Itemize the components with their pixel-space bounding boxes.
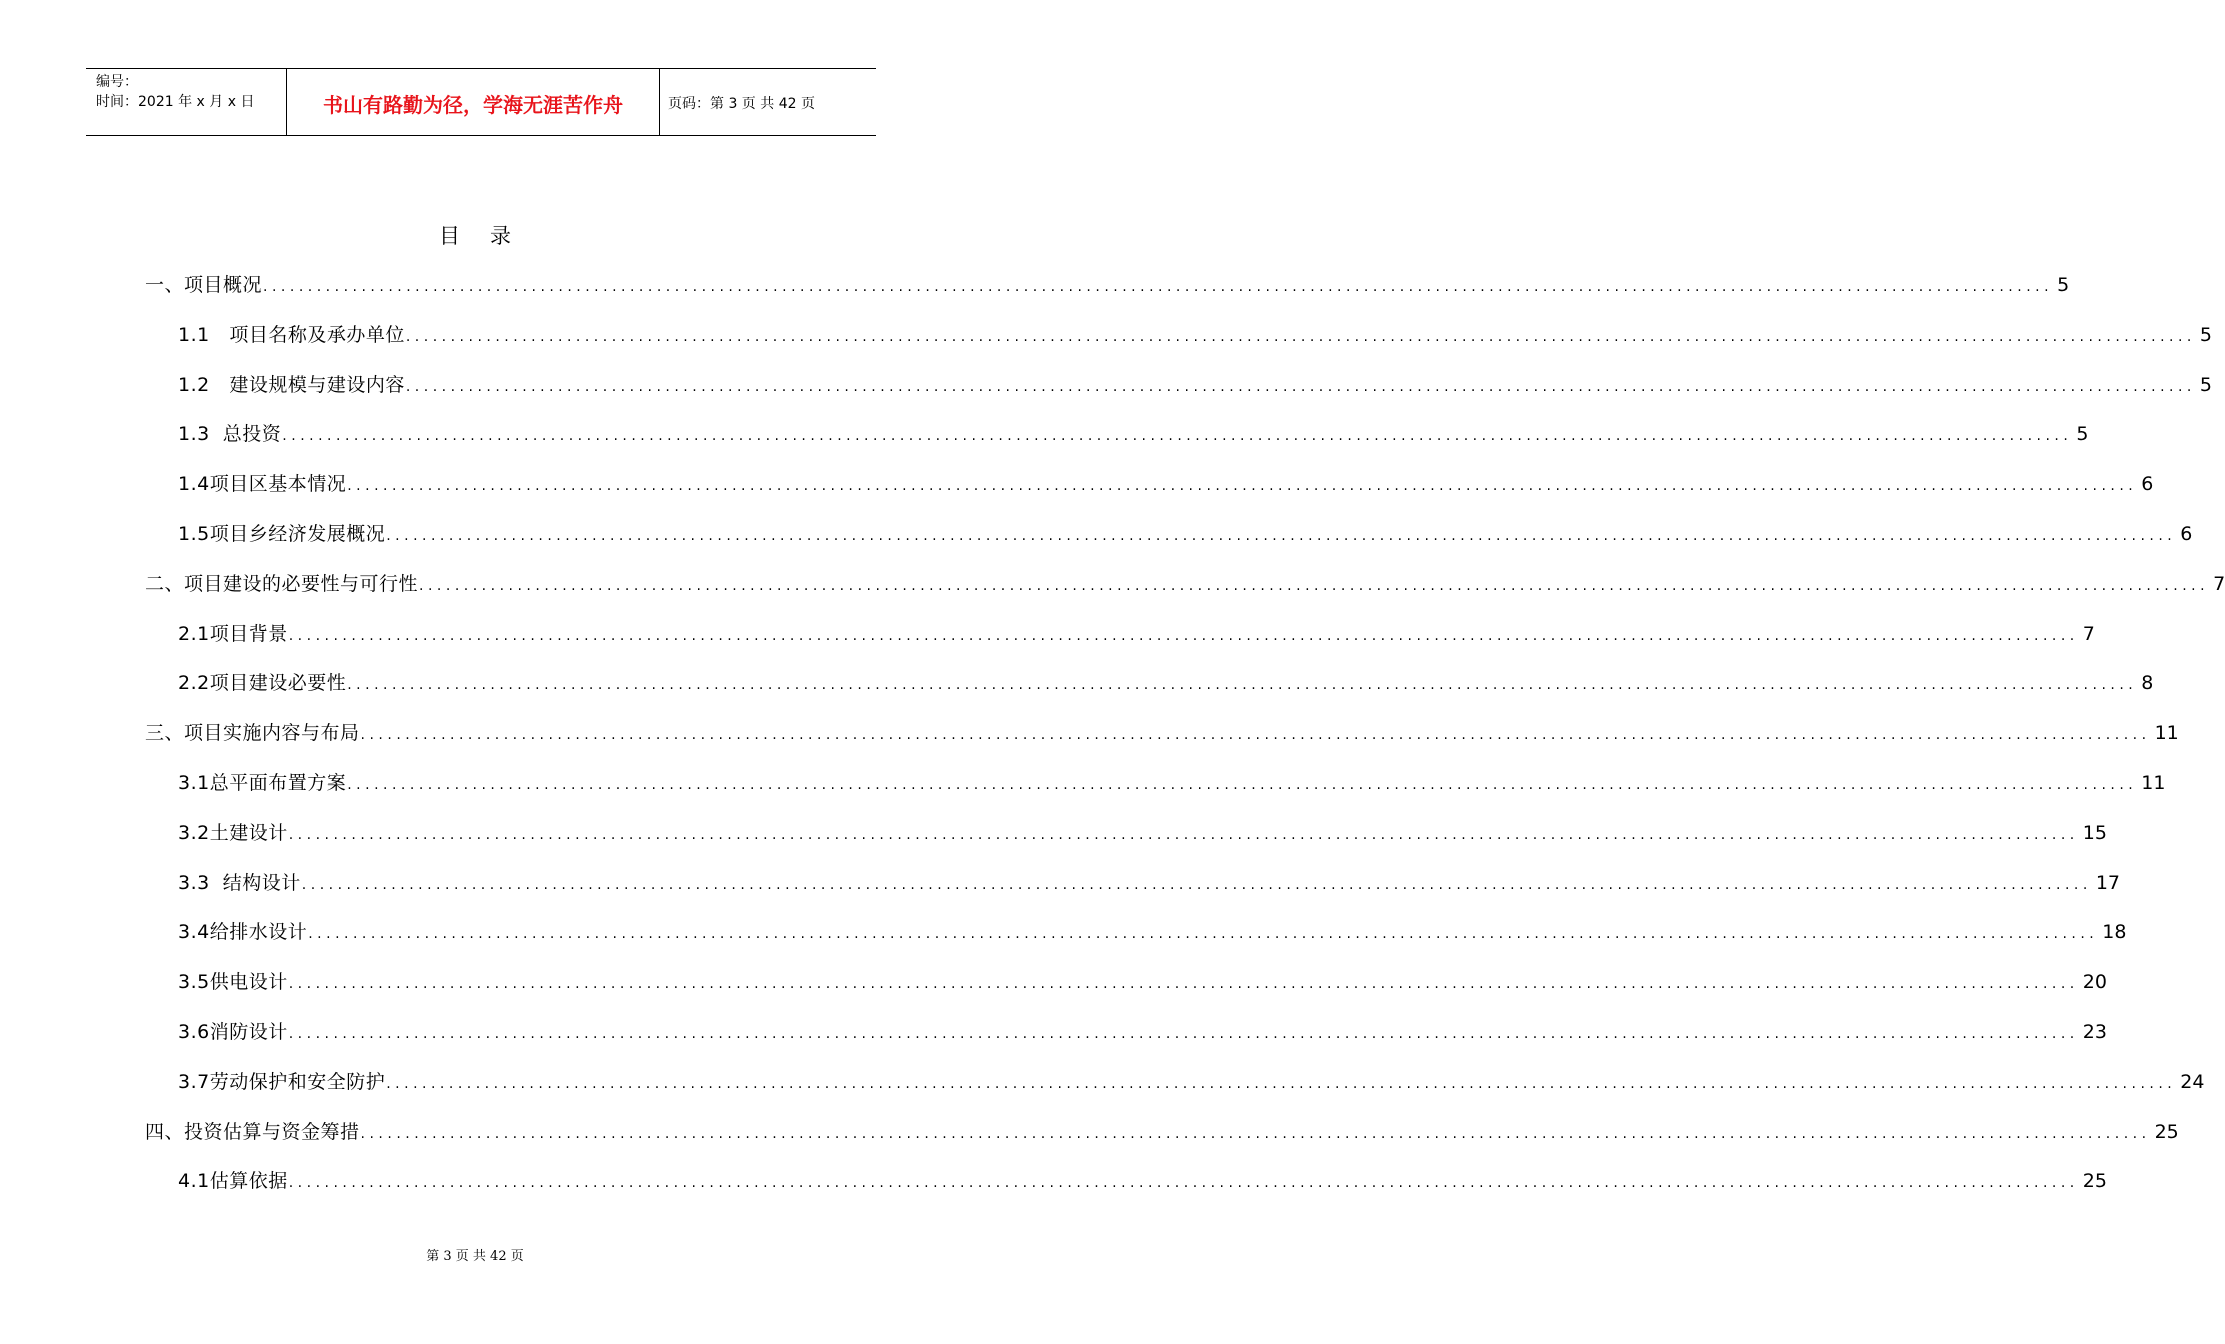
toc-dot-leader: ........................................................................................................................................................................................................: [419, 577, 2210, 594]
toc-dot-leader: ........................................................................................................................................................................................................: [347, 677, 2138, 694]
toc-entry-page: 25: [2082, 1170, 2107, 1193]
toc-entry-label: 3.1总平面布置方案: [178, 772, 347, 794]
toc-dot-leader: ........................................................................................................................................................................................................: [360, 1125, 2151, 1142]
toc-entry[interactable]: [178, 315, 2212, 355]
toc-entry-label: 一、项目概况: [145, 274, 263, 296]
toc-entry[interactable]: [145, 713, 2179, 753]
toc-entry[interactable]: [178, 1161, 2107, 1201]
toc-entry-label: 3.2土建设计: [178, 821, 288, 844]
toc-entry-page: 23: [2082, 1021, 2107, 1043]
header-motto: 书山有路勤为径，学海无涯苦作舟: [287, 69, 660, 135]
toc-entry-page: 24: [2180, 1070, 2205, 1093]
toc-entry-page: 7: [2082, 622, 2095, 645]
toc-dot-leader: ........................................................................................................................................................................................................: [288, 627, 2079, 644]
toc-entry[interactable]: [178, 663, 2154, 703]
toc-entry-page: 17: [2095, 871, 2121, 894]
toc-entry-page: 6: [2141, 473, 2154, 496]
toc-dot-leader: ........................................................................................................................................................................................................: [347, 478, 2138, 495]
toc-entry-label: 1.5项目乡经济发展概况: [178, 523, 386, 545]
toc-dot-leader: ........................................................................................................................................................................................................: [386, 528, 2177, 544]
toc-entry-page: 8: [2141, 672, 2154, 695]
toc-entry-page: 11: [2154, 722, 2179, 745]
toc-entry-page: 5: [2199, 373, 2212, 396]
toc-dot-leader: ........................................................................................................................................................................................................: [288, 1175, 2079, 1192]
toc-entry[interactable]: [178, 365, 2212, 405]
toc-entry-label: 1.1 项目名称及承办单位: [178, 323, 405, 346]
toc-dot-leader: ........................................................................................................................................................................................................: [386, 1075, 2177, 1092]
toc-dot-leader: ........................................................................................................................................................................................................: [288, 1026, 2079, 1042]
toc-entry-label: 3.5供电设计: [178, 971, 288, 994]
toc-entry-label: 1.3 总投资: [178, 423, 282, 446]
toc-dot-leader: ........................................................................................................................................................................................................: [301, 876, 2092, 893]
toc-entry-page: 18: [2102, 921, 2127, 944]
toc-entry-label: 3.4给排水设计: [178, 921, 308, 944]
toc-entry[interactable]: [145, 1112, 2179, 1152]
toc-entry-page: 5: [2199, 323, 2212, 346]
toc-entry-page: 20: [2082, 971, 2107, 994]
header-table: [86, 68, 876, 136]
header-meta: [86, 69, 287, 135]
toc-entry-page: 5: [2076, 423, 2089, 446]
toc-entry-label: 1.4项目区基本情况: [178, 473, 347, 496]
toc-entry-label: 二、项目建设的必要性与可行性: [145, 572, 419, 595]
toc-entry[interactable]: [178, 1062, 2205, 1102]
toc-entry[interactable]: [178, 863, 2121, 903]
toc-dot-leader: ........................................................................................................................................................................................................: [405, 328, 2196, 345]
toc-entry[interactable]: [178, 763, 2166, 803]
toc-entry-page: 7: [2213, 572, 2225, 595]
toc-entry-label: 三、项目实施内容与布局: [145, 722, 360, 745]
toc-entry-page: 6: [2180, 523, 2193, 545]
toc-entry[interactable]: [178, 962, 2107, 1002]
toc-entry-label: 1.2 建设规模与建设内容: [178, 373, 405, 396]
header-time-label: 时间：2021 年 x 月 x 日: [96, 94, 255, 110]
toc-entry-page: 25: [2154, 1120, 2179, 1143]
toc-entry[interactable]: [145, 265, 2070, 305]
toc-entry-page: 15: [2082, 821, 2107, 844]
toc-dot-leader: ........................................................................................................................................................................................................: [405, 378, 2196, 395]
toc-title: 目录: [439, 224, 541, 248]
toc-entry[interactable]: [178, 414, 2089, 454]
header-page-info: 页码：第 3 页 共 42 页: [668, 96, 815, 112]
toc-entry[interactable]: [145, 564, 2225, 604]
toc-dot-leader: ........................................................................................................................................................................................................: [308, 926, 2099, 943]
toc-dot-leader: ........................................................................................................................................................................................................: [360, 727, 2151, 744]
toc-dot-leader: ........................................................................................................................................................................................................: [288, 976, 2079, 993]
toc-entry[interactable]: [178, 1012, 2107, 1052]
toc-dot-leader: ........................................................................................................................................................................................................: [263, 279, 2054, 295]
toc-dot-leader: ........................................................................................................................................................................................................: [282, 428, 2073, 445]
toc-entry[interactable]: [178, 912, 2127, 952]
page-footer: 第 3 页 共 42 页: [426, 1249, 524, 1264]
toc-entry-label: 四、投资估算与资金筹措: [145, 1120, 360, 1143]
toc-entry-label: 3.7劳动保护和安全防护: [178, 1070, 386, 1093]
toc-entry[interactable]: [178, 514, 2193, 554]
toc-entry[interactable]: [178, 813, 2107, 853]
toc-entry[interactable]: [178, 614, 2095, 654]
toc-entry-page: 11: [2141, 772, 2166, 794]
toc-entry-label: 4.1估算依据: [178, 1170, 288, 1193]
toc-entry[interactable]: [178, 464, 2154, 504]
toc-entry-label: 2.2项目建设必要性: [178, 672, 347, 695]
toc-dot-leader: ........................................................................................................................................................................................................: [347, 777, 2138, 793]
toc-entry-label: 3.6消防设计: [178, 1021, 288, 1043]
header-number-label: 编号：: [96, 74, 138, 90]
toc-entry-label: 3.3 结构设计: [178, 871, 301, 894]
toc-dot-leader: ........................................................................................................................................................................................................: [288, 826, 2079, 843]
toc-entry-label: 2.1项目背景: [178, 622, 288, 645]
toc-entry-page: 5: [2057, 274, 2070, 296]
